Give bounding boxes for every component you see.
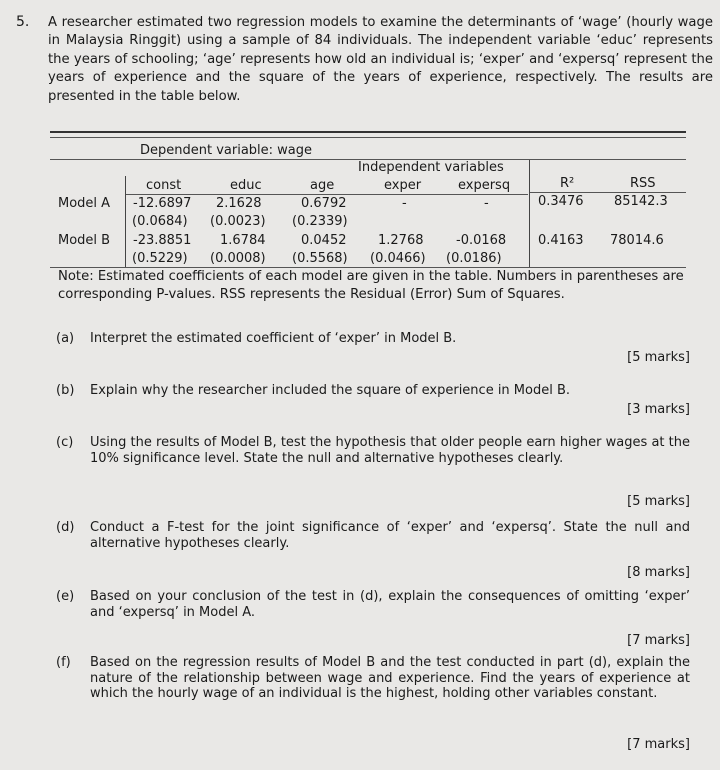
model-a-educ: 2.1628 (216, 196, 262, 211)
model-b-rss: 78014.6 (610, 233, 664, 248)
col-header-const: const (146, 178, 182, 193)
question-intro: A researcher estimated two regression models to examine the determinants of ‘wage’ (hourly wage in Malaysia Ringgit) using a sample of 84 individuals. The independent variable ‘educ’ represents the years of schooling; ‘age’ represents how old an individual is; ‘exper’ and ‘expersq’ represent the years of experience and the square of the years of experience, respectively. The results are presented in the table below. (48, 15, 713, 104)
question-a-marks: [5 marks] (627, 350, 690, 365)
model-b-label: Model B (58, 233, 111, 248)
model-b-pvalue-age: (0.5568) (292, 251, 348, 266)
question-d-label: (d) (56, 520, 75, 535)
question-c-marks: [5 marks] (627, 494, 690, 509)
question-a-label: (a) (56, 331, 75, 346)
model-b-expersq: -0.0168 (456, 233, 507, 248)
col-header-age: age (310, 178, 335, 193)
table-vertical-line-left (125, 176, 126, 268)
table-vertical-line-right (529, 160, 530, 268)
model-a-const: -12.6897 (133, 196, 192, 211)
model-b-pvalue-const: (0.5229) (132, 251, 188, 266)
col-header-expersq: expersq (458, 178, 511, 193)
question-b-text: Explain why the researcher included the square of experience in Model B. (90, 383, 571, 398)
model-a-label: Model A (58, 196, 111, 211)
model-b-pvalue-educ: (0.0008) (210, 251, 266, 266)
question-a-text: Interpret the estimated coefficient of ‘exper’ in Model B. (90, 331, 457, 346)
independent-variables-label: Independent variables (358, 160, 504, 175)
table-top-rule (50, 131, 686, 133)
question-e-marks: [7 marks] (627, 633, 690, 648)
col-header-educ: educ (230, 178, 262, 193)
stats-header-rule (530, 192, 686, 193)
model-a-age: 0.6792 (301, 196, 347, 211)
question-b-label: (b) (56, 383, 75, 398)
column-header-rule (125, 194, 528, 195)
question-f-label: (f) (56, 655, 71, 670)
question-e-label: (e) (56, 589, 75, 604)
model-a-pvalue-educ: (0.0023) (210, 214, 266, 229)
model-a-exper: - (402, 196, 407, 211)
question-c-label: (c) (56, 435, 74, 450)
question-number: 5. (16, 14, 30, 30)
model-a-rss: 85142.3 (614, 194, 668, 209)
question-d-text: Conduct a F-test for the joint significance of ‘exper’ and ‘expersq’. State the null and alternative hypotheses clearly. (90, 520, 690, 551)
col-header-r2: R² (560, 176, 575, 191)
table-top-rule-2 (50, 137, 686, 138)
model-b-exper: 1.2768 (378, 233, 424, 248)
table-note: Note: Estimated coefficients of each model are given in the table. Numbers in parentheses are corresponding P-values. RSS represents the Residual (Error) Sum of Squares. (58, 269, 684, 302)
model-b-educ: 1.6784 (220, 233, 266, 248)
model-b-const: -23.8851 (133, 233, 192, 248)
model-b-pvalue-expersq: (0.0186) (446, 251, 502, 266)
model-a-r2: 0.3476 (538, 194, 584, 209)
question-b-marks: [3 marks] (627, 402, 690, 417)
col-header-rss: RSS (630, 176, 656, 191)
question-f-text: Based on the regression results of Model B and the test conducted in part (d), explain the nature of the relationship between wage and experience. Find the years of experience at which the hourly wage of an individual is the highest, holding other variables constant. (90, 655, 690, 701)
dependent-variable-label: Dependent variable: wage (140, 143, 313, 158)
model-a-expersq: - (484, 196, 489, 211)
model-a-pvalue-age: (0.2339) (292, 214, 348, 229)
col-header-exper: exper (384, 178, 422, 193)
question-e-text: Based on your conclusion of the test in (d), explain the consequences of omitting ‘exper’ and ‘expersq’ in Model A. (90, 589, 690, 620)
question-f-marks: [7 marks] (627, 737, 690, 752)
model-b-r2: 0.4163 (538, 233, 584, 248)
question-c-text: Using the results of Model B, test the hypothesis that older people earn higher wages at the 10% significance level. State the null and alternative hypotheses clearly. (90, 435, 690, 466)
model-b-age: 0.0452 (301, 233, 347, 248)
question-d-marks: [8 marks] (627, 565, 690, 580)
model-a-pvalue-const: (0.0684) (132, 214, 188, 229)
model-b-pvalue-exper: (0.0466) (370, 251, 426, 266)
